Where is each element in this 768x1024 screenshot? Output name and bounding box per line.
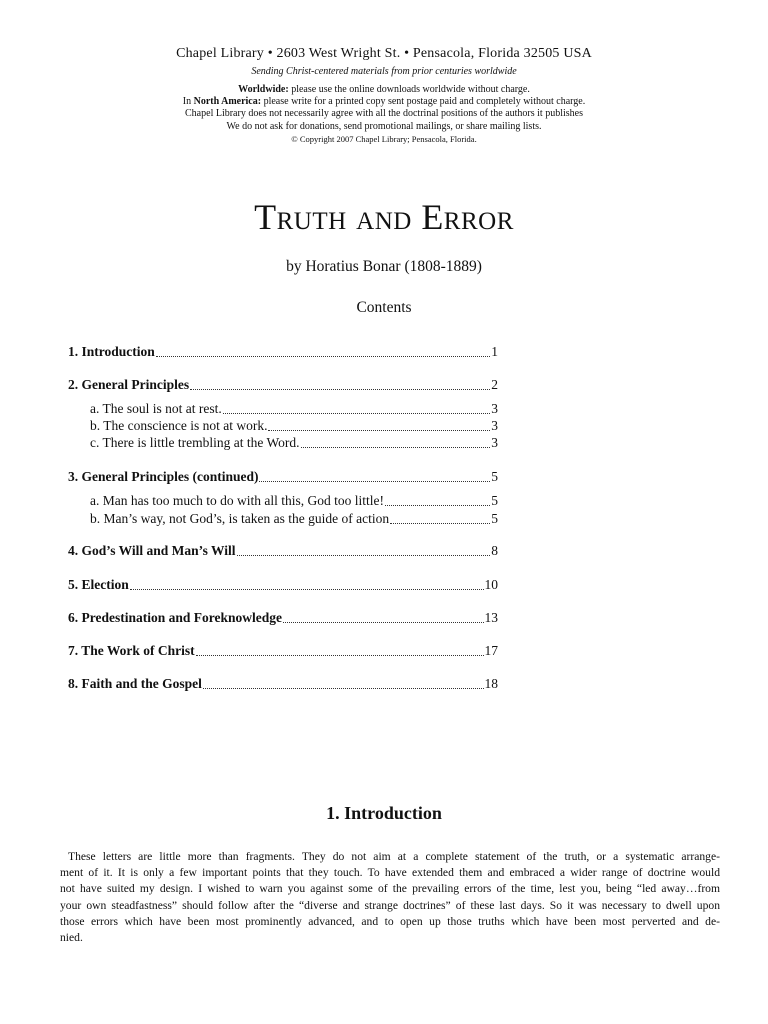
toc-entry-label: 2. General Principles — [68, 377, 190, 392]
toc-entry-page: 2 — [491, 377, 498, 392]
toc-entry-page: 3 — [491, 418, 498, 433]
toc-entry-label: 5. Election — [68, 577, 129, 592]
toc-entry-label: 7. The Work of Christ — [68, 643, 195, 658]
toc-leader-dots — [385, 505, 490, 506]
toc-entry[interactable] — [68, 575, 498, 593]
toc-subentry[interactable] — [90, 433, 498, 451]
toc-entry[interactable] — [68, 608, 498, 626]
publisher-address: Chapel Library • 2603 West Wright St. • Pensacola, Florida 32505 USA — [176, 46, 592, 61]
toc-entry-label: a. The soul is not at rest. — [90, 401, 222, 416]
worldwide-line — [0, 84, 768, 96]
toc-subentry[interactable] — [90, 509, 498, 527]
toc-entry-label: a. Man has too much to do with all this, God too little! — [90, 493, 384, 508]
toc-entry-label: 4. God’s Will and Man’s Will — [68, 543, 236, 558]
toc-leader-dots — [203, 688, 484, 689]
toc-entry-label: b. The conscience is not at work. — [90, 418, 268, 433]
toc-entry[interactable] — [68, 641, 498, 659]
toc-entry-label: b. Man’s way, not God’s, is taken as the guide of action — [90, 511, 390, 526]
toc-leader-dots — [268, 430, 490, 431]
toc-entry-page: 5 — [491, 511, 498, 526]
toc-leader-dots — [259, 481, 490, 482]
toc-entry-page: 18 — [484, 676, 498, 691]
toc-entry[interactable] — [68, 674, 498, 692]
toc-entry-page: 8 — [491, 543, 498, 558]
north-america-label: North America: — [193, 96, 262, 108]
toc-subentry[interactable] — [90, 399, 498, 417]
toc-subentry[interactable] — [90, 491, 498, 509]
toc-entry-label: 3. General Principles (continued) — [68, 469, 259, 484]
north-america-prefix: In — [182, 96, 194, 108]
toc-entry-page: 10 — [484, 577, 498, 592]
toc-entry-page: 5 — [491, 493, 498, 508]
paragraph-line: ment of it. It is only a few important points that they touch. To have extended them and embraced a wider range of doctrine would — [60, 866, 720, 880]
toc-entry-label: 8. Faith and the Gospel — [68, 676, 202, 691]
toc-leader-dots — [190, 389, 490, 390]
north-america-text: please write for a printed copy sent postage paid and completely without charge. — [261, 96, 586, 108]
toc-leader-dots — [237, 555, 491, 556]
toc-leader-dots — [390, 523, 490, 524]
contents-heading: Contents — [356, 299, 412, 316]
paragraph-line: These letters are little more than fragments. They do not aim at a complete statement of the truth, or a systematic arrange- — [68, 850, 720, 863]
toc-entry-page: 5 — [491, 469, 498, 484]
toc-entry[interactable] — [68, 375, 498, 393]
toc-entry-page: 13 — [484, 610, 498, 625]
paragraph-line: not have suited my design. I wished to warn you against some of the prevailing errors of the time, lest you, being “led away…from — [60, 882, 720, 896]
section-heading: 1. Introduction — [326, 803, 442, 823]
publisher-tagline: Sending Christ-centered materials from prior centuries worldwide — [251, 66, 517, 77]
copyright-line: © Copyright 2007 Chapel Library; Pensacola, Florida. — [291, 133, 477, 144]
toc-entry-label: 1. Introduction — [68, 344, 155, 359]
worldwide-label: Worldwide: — [238, 84, 289, 95]
toc-leader-dots — [196, 655, 484, 656]
toc-leader-dots — [130, 589, 484, 590]
section-body-paragraph — [60, 849, 720, 946]
toc-entry-page: 3 — [491, 435, 498, 450]
toc-leader-dots — [156, 356, 490, 357]
worldwide-text: please use the online downloads worldwide without charge. — [288, 84, 530, 95]
toc-entry[interactable] — [68, 467, 498, 485]
document-author: by Horatius Bonar (1808-1889) — [286, 258, 482, 275]
north-america-line — [0, 96, 768, 108]
toc-entry-page: 17 — [484, 643, 498, 658]
toc-leader-dots — [301, 447, 491, 448]
disclaimer-line: Chapel Library does not necessarily agree with all the doctrinal positions of the authors it publishes — [185, 108, 583, 120]
paragraph-line: those errors which have been most prominently advanced, and to open up those truths which have been most perverted and de- — [60, 914, 720, 928]
toc-entry-label: 6. Predestination and Foreknowledge — [68, 610, 283, 625]
toc-entry-page: 3 — [491, 401, 498, 416]
toc-entry-page: 1 — [491, 344, 498, 359]
toc-entry-label: c. There is little trembling at the Word. — [90, 435, 300, 450]
toc-subentry[interactable] — [90, 416, 498, 434]
distribution-notice — [0, 84, 768, 145]
paragraph-line: nied. — [60, 931, 83, 945]
toc-leader-dots — [283, 622, 483, 623]
toc-entry[interactable] — [68, 541, 498, 559]
no-donations-line: We do not ask for donations, send promotional mailings, or share mailing lists. — [226, 120, 542, 132]
document-title: Truth and Error — [254, 197, 514, 237]
paragraph-line: your own steadfastness” should follow after the “diverse and strange doctrines” of these last days. So it was necessary to dwell upon — [60, 898, 720, 912]
toc-entry[interactable] — [68, 342, 498, 360]
toc-leader-dots — [223, 413, 491, 414]
